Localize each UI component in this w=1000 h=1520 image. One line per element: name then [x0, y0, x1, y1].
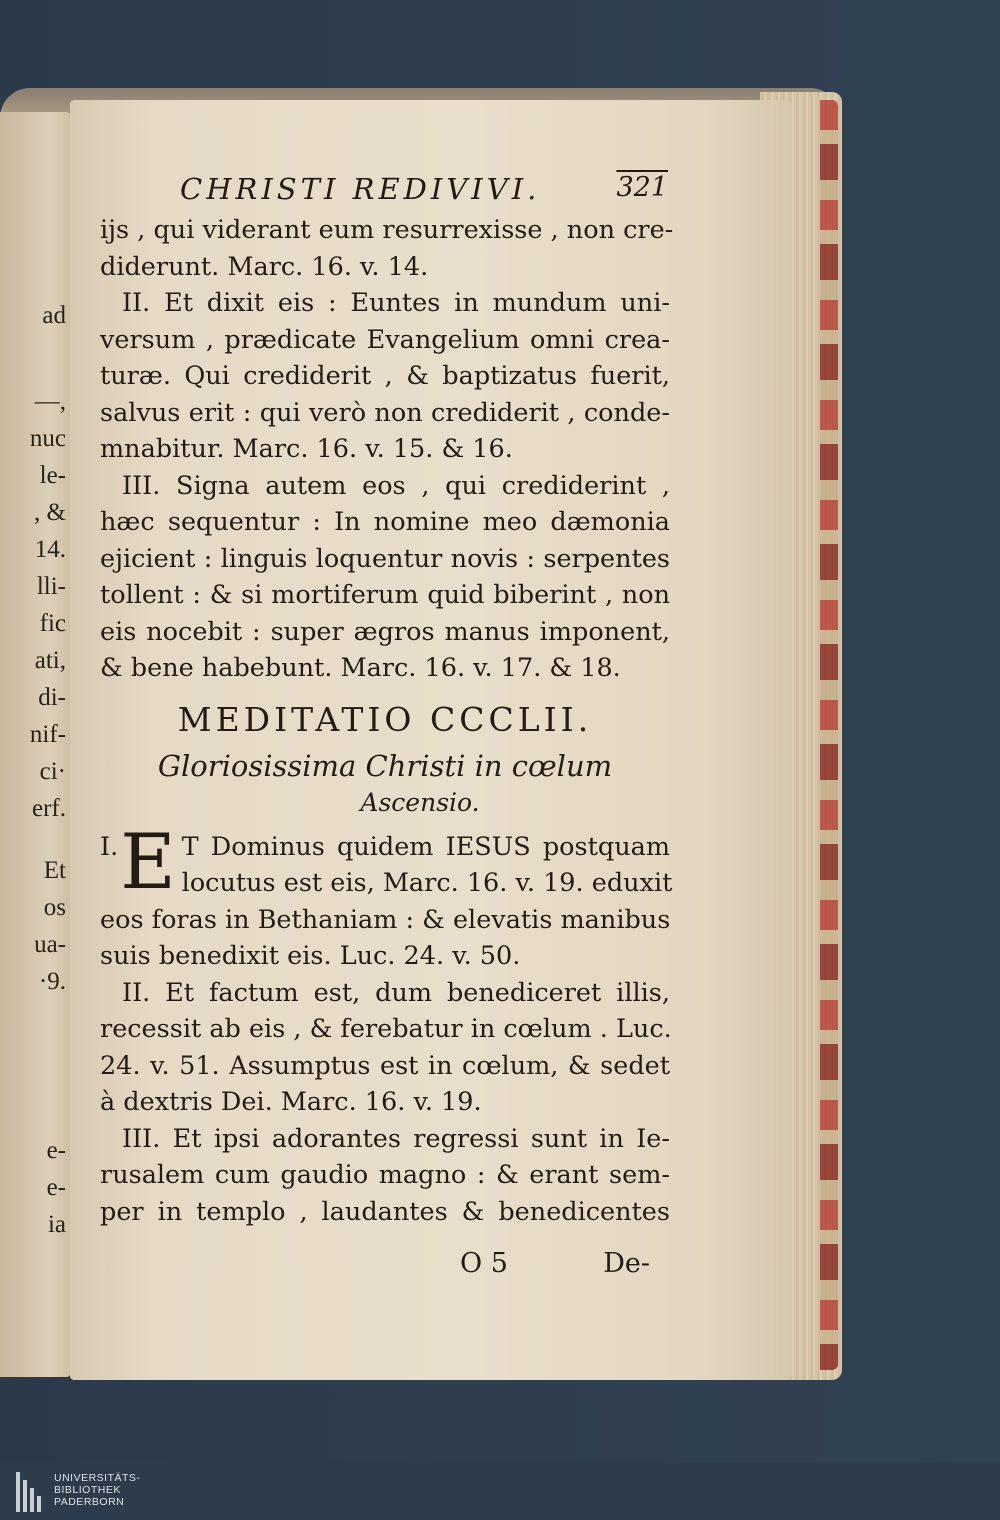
text-line: 24. v. 51. Assumptus est in cœlum, & sedet: [100, 1050, 670, 1081]
library-footer: [0, 1462, 1000, 1520]
text-line: T Dominus quidem IESUS postquam: [181, 831, 670, 862]
fragment: e-: [46, 1137, 66, 1164]
fragment: erf.: [32, 795, 66, 822]
page-number: 321: [616, 172, 668, 203]
text-line: per in templo , laudantes & benedicentes: [100, 1196, 670, 1227]
text-line: hæc sequentur : In nomine meo dæmonia: [100, 507, 670, 537]
signature-mark: O 5: [460, 1248, 508, 1279]
text-line: turæ. Qui crediderit , & baptizatus fuerit,: [100, 361, 670, 391]
red-page-edge: [820, 100, 838, 1370]
meditation-subtitle: Gloriosissima Christi in cœlum: [157, 748, 613, 783]
text-line: III. Signa autem eos , qui crediderint ,: [122, 470, 670, 501]
text-line: & bene habebunt. Marc. 16. v. 17. & 18.: [100, 653, 621, 683]
library-logo-icon: [16, 1472, 48, 1512]
text-line: rusalem cum gaudio magno : & erant sem-: [100, 1160, 670, 1190]
logo-line: PADERBORN: [54, 1496, 125, 1508]
text-line: à dextris Dei. Marc. 16. v. 19.: [100, 1087, 482, 1117]
fragment: ia: [47, 1211, 66, 1238]
fragment: e-: [46, 1174, 66, 1201]
text-line: suis benedixit eis. Luc. 24. v. 50.: [100, 941, 521, 971]
text-line: salvus erit : qui verò non crediderit , conde-: [100, 397, 670, 428]
text-line: ijs , qui viderant eum resurrexisse , non cre-: [100, 215, 674, 245]
drop-cap: E: [120, 816, 176, 906]
text-line: mnabitur. Marc. 16. v. 15. & 16.: [100, 434, 513, 464]
text-line: ejicient : linguis loquentur novis : serpentes: [100, 543, 670, 574]
running-head: [108, 172, 668, 212]
fragment: , &: [34, 499, 66, 526]
meditation-paragraph-1: [100, 816, 673, 906]
text-line: versum , prædicate Evangelium omni crea-: [100, 324, 670, 355]
fragment: di-: [38, 684, 66, 711]
text-line: recessit ab eis , & ferebatur in cœlum . Luc.: [100, 1014, 672, 1044]
fragment: ua-: [34, 931, 66, 958]
fragment: —,: [34, 388, 66, 415]
text-line: eos foras in Bethaniam : & elevatis manibus: [100, 904, 671, 935]
meditation-subtitle-2: Ascensio.: [360, 787, 480, 817]
meditation-heading: MEDITATIO CCCLII.: [177, 699, 593, 739]
text-line: II. Et factum est, dum benediceret illis,: [122, 977, 670, 1008]
page-body: [100, 212, 674, 1230]
catchword: De-: [603, 1248, 650, 1279]
page-footer-line: [460, 1248, 650, 1288]
previous-page-strip: [0, 112, 72, 1377]
logo-line: UNIVERSITÄTS-: [54, 1472, 141, 1484]
paragraph-number: I.: [100, 831, 119, 862]
fragment: ati,: [34, 647, 66, 674]
fragment: nif-: [29, 721, 66, 748]
fragment: Et: [43, 857, 66, 884]
library-logo-text: [54, 1472, 140, 1508]
text-line: tollent : & si mortiferum quid biberint , non: [100, 580, 670, 610]
fragment: ·9.: [38, 968, 66, 995]
text-line: II. Et dixit eis : Euntes in mundum uni-: [122, 288, 670, 318]
text-line: eis nocebit : super ægros manus imponent,: [100, 616, 670, 647]
fragment: nuc: [29, 425, 66, 452]
text-line: III. Et ipsi adorantes regressi sunt in Ie-: [122, 1123, 670, 1154]
fragment: os: [43, 894, 66, 921]
fragment: fic: [39, 610, 66, 637]
text-line: diderunt. Marc. 16. v. 14.: [100, 251, 429, 282]
logo-line: BIBLIOTHEK: [54, 1484, 121, 1496]
fragment: ci·: [39, 758, 66, 785]
fragment: le-: [39, 462, 66, 489]
text-line: locutus est eis, Marc. 16. v. 19. eduxit: [181, 868, 673, 898]
fragment: 14.: [34, 536, 66, 563]
fragment: ad: [42, 302, 66, 329]
fragment: lli-: [36, 573, 66, 600]
running-head-title: CHRISTI REDIVIVI.: [180, 172, 541, 206]
